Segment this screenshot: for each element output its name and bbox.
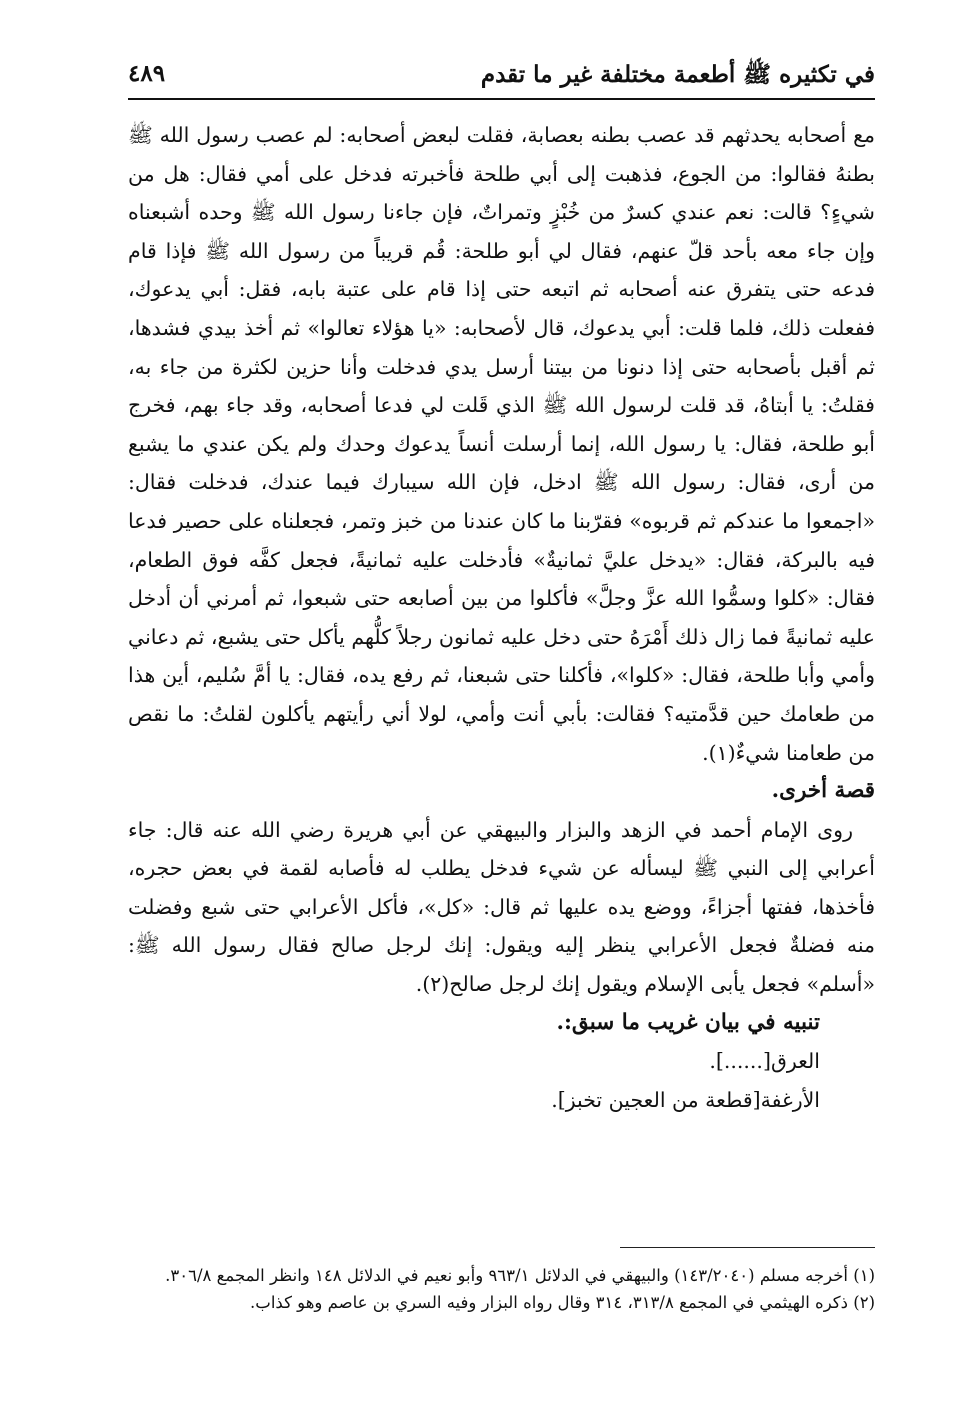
paragraph: روى الإمام أحمد في الزهد والبزار والبيهقي عن أبي هريرة رضي الله عنه قال: جاء أعرابي إلى النبي ﷺ ليسأله عن شيء فدخل يطلب له فأصابه لقمة في بعض حجره، فأخذها، ففتها أجزاءً، ووضع يده عليها ثم قال: «كل»، فأكل الأعرابي حتى شبع وفضلت منه فضلةٌ فجعل الأعرابي ينظر إليه ويقول: إنك لرجل صالح فقال رسول الله ﷺ: «أسلم» فجعل يأبى الإسلام ويقول إنك لرجل صالح(٢). bbox=[128, 817, 875, 997]
footnote-divider bbox=[620, 1247, 875, 1248]
glossary-item: الأرغفة[قطعة من العجين تخبز]. bbox=[551, 1087, 820, 1112]
running-header bbox=[128, 58, 875, 100]
footnotes bbox=[128, 1262, 875, 1316]
footnote: (١) أخرجه مسلم (١٤٣/٢٠٤٠) والبيهقي في الدلائل ٩٦٣/١ وأبو نعيم في الدلائل ١٤٨ وانظر المجمع ٣٠٦/٨. bbox=[165, 1266, 875, 1285]
footnote: (٢) ذكره الهيثمي في المجمع ٣١٣/٨، ٣١٤ وقال رواه البزار وفيه السري بن عاصم وهو كذاب. bbox=[250, 1293, 875, 1312]
paragraph: مع أصحابه يحدثهم قد عصب بطنه بعصابة، فقلت لبعض أصحابه: لم عصب رسول الله ﷺ بطنهُ فقالوا: من الجوع، فذهبت إلى أبي طلحة فأخبرته فدخل على أمي فقال: هل من شيءٍ؟ قالت: نعم عندي كسرٌ من خُبْزٍ وتمراتٌ، فإن جاءنا رسول الله ﷺ وحده أشبعناه وإن جاء معه بأحد قلّ عنهم، فقال لي أبو طلحة: قُم قريباً من رسول الله ﷺ فإذا قام فدعه حتى يتفرق عنه أصحابه ثم اتبعه حتى إذا قام على عتبة بابه، فقل: أبي يدعوك، ففعلت ذلك، فلما قلت: أبي يدعوك، قال لأصحابه: «يا هؤلاء تعالوا» ثم أخذ بيدي فشدها، ثم أقبل بأصحابه حتى إذا دنونا من بيتنا أرسل يدي فدخلت وأنا حزين لكثرة من جاء به، فقلتُ: يا أبتاهُ، قد قلت لرسول الله ﷺ الذي قَلت لي فدعا أصحابه، وقد جاء بهم، فخرج أبو طلحة، فقال: يا رسول الله، إنما أرسلت أنساً يدعوك وحدك ولم يكن عندي ما يشبع من أرى، فقال: رسول الله ﷺ ادخل، فإن الله سيبارك فيما عندك، فدخلت فقال: «اجمعوا ما عندكم ثم قربوه» فقرّبنا ما كان عندنا من خبز وتمر، فجعلناه على حصير فدعا فيه بالبركة، فقال: «يدخل عليَّ ثمانيةٌ» فأدخلت عليه ثمانيةً، فجعل كفَّه فوق الطعام، فقال: «كلوا وسمُّوا الله عزَّ وجلَّ» فأكلوا من بين أصابعه حتى شبعوا، ثم أمرني أن أدخل عليه ثمانيةً فما زال ذلك أَمْرَهُ حتى دخل عليه ثمانون رجلاً كلُّهم يأكل حتى يشبع، ثم دعاني وأمي وأبا طلحة، فقال: «كلوا»، فأكلنا حتى شبعنا، ثم رفع يده، فقال: يا أمَّ سُليم، أين هذا من طعامك حين قدَّمتيه؟ فقالت: بأبي أنت وأمي، لولا أني رأيتهم يأكلون لقلتُ: ما نقص من طعامنا شيءٌ(١). bbox=[128, 123, 875, 765]
chapter-title: في تكثيره ﷺ أطعمة مختلفة غير ما تقدم bbox=[480, 61, 875, 88]
notice-heading: تنبيه في بيان غريب ما سبق:. bbox=[556, 1009, 820, 1035]
glossary-item: العرق[......]. bbox=[709, 1049, 820, 1074]
main-text bbox=[128, 116, 875, 1119]
page-number: ٤٨٩ bbox=[128, 60, 166, 87]
section-heading: قصة أخرى. bbox=[771, 778, 875, 804]
